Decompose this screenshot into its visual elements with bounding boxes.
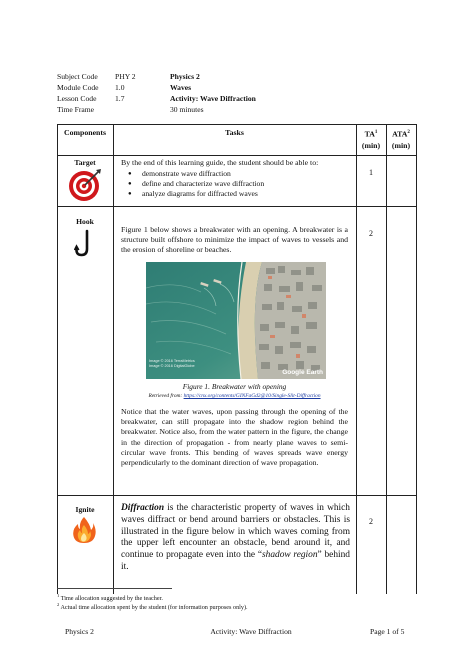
module-code: 1.0 xyxy=(115,83,125,92)
ata-label: ATA xyxy=(392,129,408,139)
lesson-code: 1.7 xyxy=(115,94,125,103)
ata-footnote-ref: 2 xyxy=(407,130,410,135)
col-header-ta xyxy=(356,127,386,151)
table-row-divider xyxy=(57,495,417,496)
table-row-divider xyxy=(57,206,417,207)
table-row-divider xyxy=(57,155,417,156)
col-header-tasks: Tasks xyxy=(225,128,244,137)
ignite-ta-value: 2 xyxy=(369,517,373,526)
ata-unit: (min) xyxy=(391,140,411,150)
col-header-components: Components xyxy=(63,128,107,137)
footnote-rule xyxy=(57,588,172,589)
breakwater-photo xyxy=(146,262,326,379)
hook-ta-value: 2 xyxy=(369,229,373,238)
google-earth-watermark: Google Earth xyxy=(282,369,323,376)
page-number: Page 1 of 5 xyxy=(370,627,405,636)
table-col-divider xyxy=(113,124,114,594)
time-frame: 30 minutes xyxy=(170,105,204,114)
module-code-label: Module Code xyxy=(57,83,99,92)
ta-unit: (min) xyxy=(361,140,381,150)
target-intro: By the end of this learning guide, the student should be able to: xyxy=(121,158,319,167)
list-item: ● define and characterize wave diffraction xyxy=(121,179,353,189)
table-col-divider xyxy=(386,124,387,594)
hook-label: Hook xyxy=(76,217,94,226)
table-border-left xyxy=(57,124,58,594)
figure-1-caption: Figure 1. Breakwater with opening xyxy=(182,382,287,391)
list-item: ● demonstrate wave diffraction xyxy=(121,169,353,179)
target-objectives xyxy=(121,169,353,200)
subject-name: Physics 2 xyxy=(170,72,200,81)
map-credit-line: Image © 2016 TerraMetrics xyxy=(149,359,195,363)
ignite-text xyxy=(121,503,350,574)
footnote-2-text: Actual time allocation spent by the student (for information purposes only). xyxy=(60,604,248,612)
footnote-1-number: 1 xyxy=(57,593,60,598)
subject-code-label: Subject Code xyxy=(57,72,98,81)
definition: is the characteristic property of waves in which waves diffract or bend around barriers or obstacles. xyxy=(121,503,350,525)
flame-icon xyxy=(72,516,96,544)
map-credit xyxy=(149,359,195,368)
ignite-label: Ignite xyxy=(75,505,95,514)
target-label: Target xyxy=(74,158,96,167)
list-item: ● analyze diagrams for diffracted waves xyxy=(121,189,353,199)
table-border-top xyxy=(57,124,417,125)
term-diffraction: Diffraction xyxy=(121,503,165,513)
subject-code: PHY 2 xyxy=(115,72,136,81)
hook-icon xyxy=(74,229,96,257)
footnote-2-number: 2 xyxy=(57,602,60,607)
ta-footnote-ref: 1 xyxy=(374,130,378,135)
lesson-name: Activity: Wave Diffraction xyxy=(170,94,256,103)
hook-paragraph-1: Figure 1 below shows a breakwater with an opening. A breakwater is a structure built offshore to minimize the impact of waves to vessels and the erosion of shoreline or beaches. xyxy=(121,225,348,255)
map-credit-line: Image © 2016 DigitalGlobe xyxy=(149,363,195,368)
hook-paragraph-2: Notice that the water waves, upon passing through the opening of the breakwater, can still propagate into the shadow region behind the breakwater. Notice also, from the water pattern in the figure, the change in the direction of propagation - from nearly plane waves to semi-circular wave fronts. This bending of waves spreads wave energy perpendicularly to the dominant direction of wave propagation. xyxy=(121,407,348,468)
target-ta-value: 1 xyxy=(369,168,373,177)
ignite-explanation: This is illustrated in the figure below in which waves coming from the upper left encounter an obstacle, bend around it, and continue to propagate even into the “ xyxy=(121,514,350,561)
source-label: Retrieved from: xyxy=(148,393,184,399)
ignite-explanation-end: ” behind it. xyxy=(121,550,350,572)
footnote-1-text: Time allocation suggested by the teacher. xyxy=(60,595,163,603)
module-name: Waves xyxy=(170,83,192,92)
lesson-code-label: Lesson Code xyxy=(57,94,97,103)
footer-lesson: Activity: Wave Diffraction xyxy=(210,627,292,636)
footnote-2 xyxy=(57,601,248,612)
target-icon xyxy=(68,168,102,202)
shadow-region-term: shadow region xyxy=(262,550,318,561)
ta-label: TA xyxy=(364,129,375,139)
table-border-right xyxy=(416,124,417,594)
figure-1-source xyxy=(113,393,356,399)
col-header-ata xyxy=(386,127,416,151)
time-frame-label: Time Frame xyxy=(57,105,95,114)
source-link[interactable]: https://cnx.org/contents/GINFaGd2@10/Single-Slit-Diffraction xyxy=(183,393,321,399)
footer-subject: Physics 2 xyxy=(65,627,94,636)
